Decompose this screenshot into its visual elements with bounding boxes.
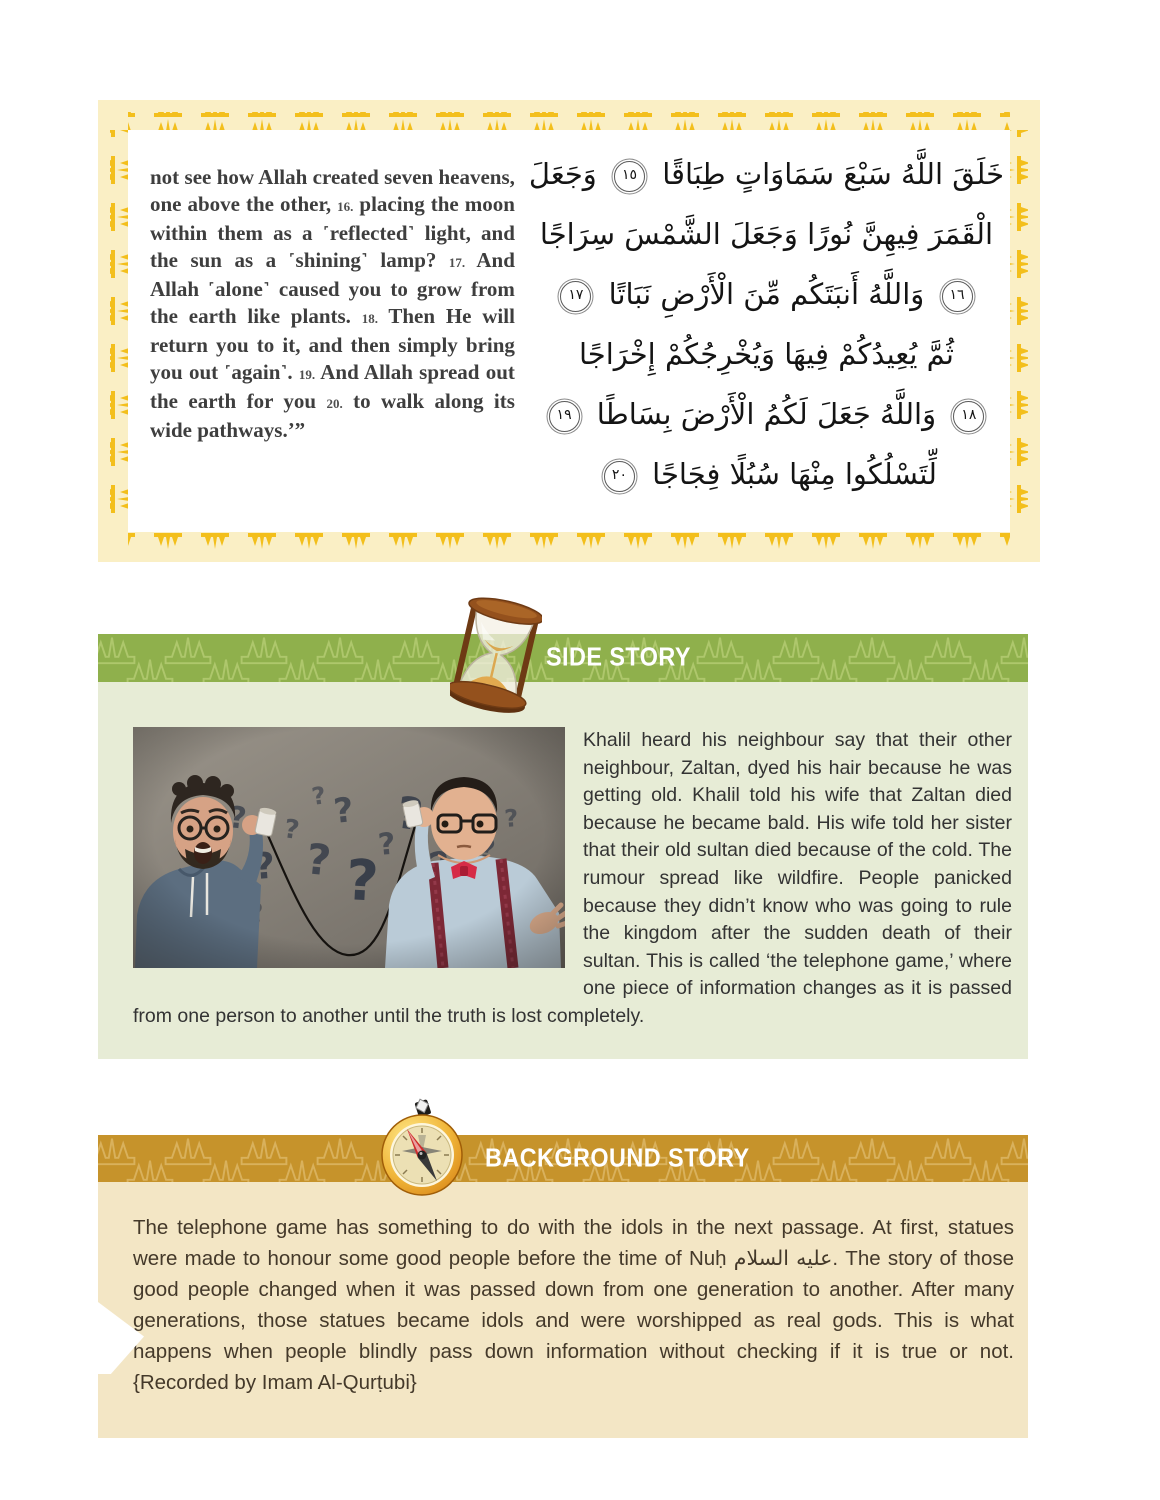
side-story-header: SIDE STORY [546,641,691,672]
hourglass-icon [450,596,542,719]
background-story-header: BACKGROUND STORY [485,1141,750,1172]
side-story-section [98,634,1028,1059]
quran-inner-panel [128,130,1010,532]
background-story-text: The telephone game has something to do with the idols in the next passage. At first, statues were made to honour some good people before the time of Nuḥ عليه السلام. The story of those good people changed when it was passed down from one generation to another. After many generations, those statues became idols and were worshipped as real gods. This is what happens when people blindly pass down information without checking if it is true or not. {Recorded by Imam Al-Qurṭubi} [133,1216,1014,1394]
arabic-verses [515,130,1010,532]
background-story-section [98,1135,1028,1438]
arabic-verse-line: خَلَقَ اللَّهُ سَبْعَ سَمَاوَاتٍ طِبَاقًا ١٥ وَجَعَلَ [528,157,1004,191]
background-story-content [98,1182,1028,1438]
telephone-game-photo [133,727,565,968]
english-translation: not see how Allah created seven heavens, one above the other, 16. placing the moon within them as a ˹reflected˺ light, and the sun as a ˹shining˺ lamp? 17. And Allah ˹alone˺ caused you to grow from the earth like plants. 18. Then He will return you to it, and then simply bring you out ˹again˺. 19. And Allah spread out the earth for you 20. to walk along its wide pathways.’” [150,165,515,442]
background-story-band [98,1135,1028,1182]
arabic-verse-line: ثُمَّ يُعِيدُكُمْ فِيهَا وَيُخْرِجُكُمْ إِخْرَاجًا [578,337,954,371]
side-story-content [98,682,1028,1059]
side-story-text: Khalil heard his neighbour say that their other neighbour, Zaltan, dyed his hair because he was getting old. Khalil told his wife that Zaltan died because he became bald. His wife told her sister that their old sultan died because of the cold. The rumour spread like wildfire. People panicked because they didn’t know who was going to rule the kingdom after the sudden death of their sultan. This is called ‘the telephone game,’ where one piece of information changes as it is passed from one person to another until the truth is lost completely. [133,729,1012,1027]
arabic-verse-line: الْقَمَرَ فِيهِنَّ نُورًا وَجَعَلَ الشَّمْسَ سِرَاجًا [539,217,994,251]
side-story-band [98,634,1028,682]
compass-icon [378,1097,466,1202]
arabic-verse-line: ١٦ وَاللَّهُ أَنبَتَكُم مِّنَ الْأَرْضِ نَبَاتًا ١٧ [529,264,1004,324]
quran-passage-box [98,100,1040,562]
arabic-verse-line: لِّتَسْلُكُوا مِنْهَا سُبُلًا فِجَاجًا ٢٠ [529,444,1004,504]
arabic-verse-line: ١٨ وَاللَّهُ جَعَلَ لَكُمُ الْأَرْضَ بِسَاطًا ١٩ [529,384,1004,444]
